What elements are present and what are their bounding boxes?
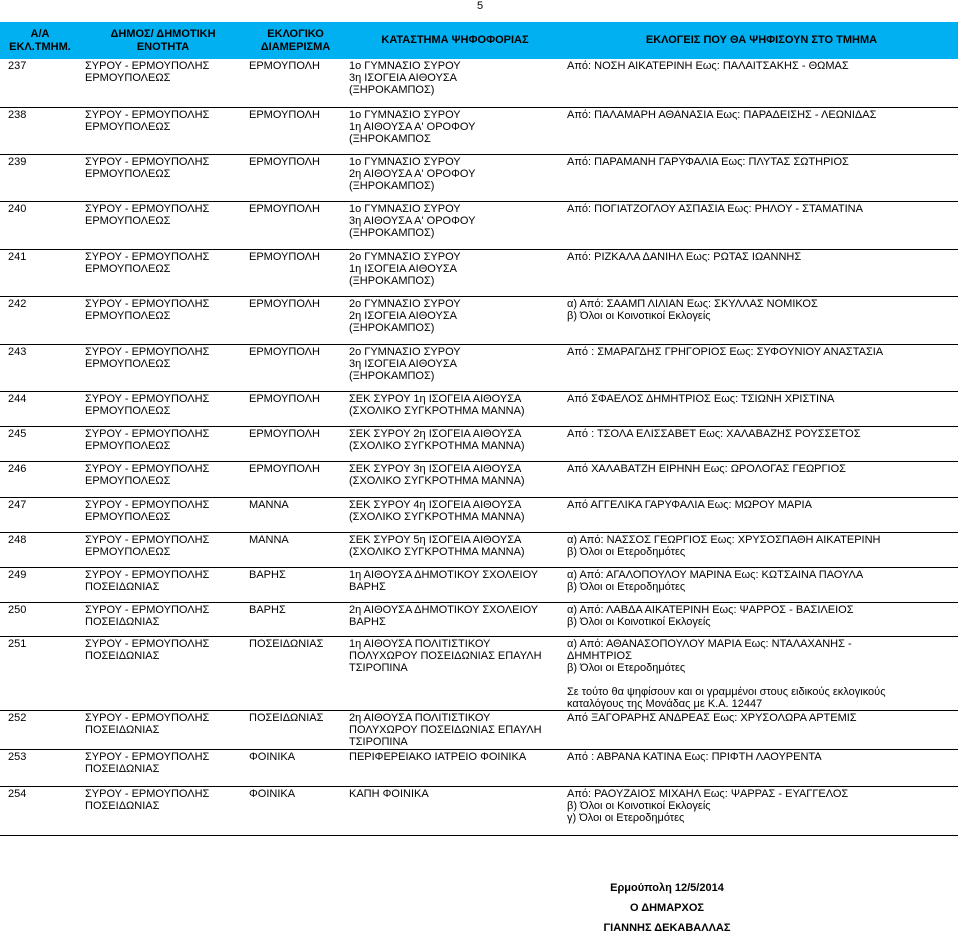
cell-katastima — [345, 391, 565, 426]
cell-eklogeis-line: β) Όλοι οι Ετεροδημότες — [567, 580, 686, 593]
cell-eklogeis-line: Από: ΠΟΓΙΑΤΖΟΓΛΟΥ ΑΣΠΑΣΙΑ Εως: ΡΗΛΟΥ - ΣΤΑΜΑΤΙΝΑ — [567, 202, 863, 215]
cell-dimos-line: ΠΟΣΕΙΔΩΝΙΑΣ — [85, 580, 160, 593]
cell-eklogeis-line: Από: ΡΙΖΚΑΛΑ ΔΑΝΙΗΛ Εως: ΡΩΤΑΣ ΙΩΑΝΝΗΣ — [567, 250, 802, 263]
cell-aa: 252 — [0, 710, 80, 749]
cell-ekl-diamerisma: ΕΡΜΟΥΠΟΛΗ — [246, 201, 345, 249]
cell-katastima-line: ΠΟΛΥΧΩΡΟΥ ΠΟΣΕΙΔΩΝΙΑΣ ΕΠΑΥΛΗ — [349, 723, 542, 736]
cell-katastima-line: 1ο ΓΥΜΝΑΣΙΟ ΣΥΡΟΥ — [349, 202, 461, 215]
cell-eklogeis-line: β) Όλοι οι Ετεροδημότες — [567, 545, 686, 558]
cell-katastima-line: 1η ΑΙΘΟΥΣΑ ΔΗΜΟΤΙΚΟΥ ΣΧΟΛΕΙΟΥ — [349, 568, 539, 581]
cell-aa: 238 — [0, 107, 80, 154]
cell-katastima-line: (ΣΧΟΛΙΚΟ ΣΥΓΚΡΟΤΗΜΑ ΜΑΝΝΑ) — [349, 404, 525, 417]
cell-aa: 250 — [0, 602, 80, 636]
cell-dimos — [80, 567, 246, 602]
cell-katastima-line: 3η ΙΣΟΓΕΙΑ ΑΙΘΟΥΣΑ — [349, 357, 457, 370]
cell-aa: 237 — [0, 59, 80, 107]
cell-dimos-line: ΣΥΡΟΥ - ΕΡΜΟΥΠΟΛΗΣ — [85, 637, 210, 650]
cell-dimos-line: ΕΡΜΟΥΠΟΛΕΩΣ — [85, 545, 171, 558]
cell-katastima-line: 3η ΑΙΘΟΥΣΑ Α' ΟΡΟΦΟΥ — [349, 214, 476, 227]
cell-eklogeis — [565, 532, 958, 567]
cell-dimos-line: ΕΡΜΟΥΠΟΛΕΩΣ — [85, 474, 171, 487]
cell-eklogeis-line: β) Όλοι οι Κοινοτικοί Εκλογείς — [567, 309, 711, 322]
table-row — [0, 107, 958, 154]
cell-eklogeis-line: α) Από: ΑΓΑΛΟΠΟΥΛΟΥ ΜΑΡΙΝΑ Εως: ΚΩΤΣΑΙΝΑ ΠΑΟΥΛΑ — [567, 568, 864, 581]
cell-ekl-diamerisma: ΕΡΜΟΥΠΟΛΗ — [246, 391, 345, 426]
cell-katastima-line: (ΞΗΡΟΚΑΜΠΟΣ — [349, 132, 431, 145]
cell-dimos — [80, 107, 246, 154]
cell-dimos — [80, 461, 246, 497]
table-row — [0, 461, 958, 497]
cell-katastima-line: (ΞΗΡΟΚΑΜΠΟΣ) — [349, 84, 435, 96]
cell-dimos — [80, 201, 246, 249]
cell-dimos-line: ΣΥΡΟΥ - ΕΡΜΟΥΠΟΛΗΣ — [85, 787, 210, 800]
cell-dimos-line: ΣΥΡΟΥ - ΕΡΜΟΥΠΟΛΗΣ — [85, 498, 210, 511]
cell-dimos — [80, 391, 246, 426]
cell-eklogeis — [565, 710, 958, 749]
cell-dimos-line: ΕΡΜΟΥΠΟΛΕΩΣ — [85, 214, 171, 227]
cell-ekl-diamerisma: ΠΟΣΕΙΔΩΝΙΑΣ — [246, 636, 345, 710]
cell-katastima-line: 2ο ΓΥΜΝΑΣΙΟ ΣΥΡΟΥ — [349, 345, 461, 358]
table-row — [0, 602, 958, 636]
table-header-row — [0, 22, 958, 59]
cell-ekl-diamerisma: ΕΡΜΟΥΠΟΛΗ — [246, 107, 345, 154]
cell-ekl-diamerisma: ΦΟΙΝΙΚΑ — [246, 786, 345, 835]
table-body — [0, 59, 958, 835]
cell-katastima-line: ΤΣΙΡΟΠΙΝΑ — [349, 661, 408, 674]
cell-dimos-line: ΕΡΜΟΥΠΟΛΕΩΣ — [85, 262, 171, 275]
cell-eklogeis — [565, 107, 958, 154]
cell-eklogeis-line — [567, 674, 958, 686]
cell-aa: 239 — [0, 154, 80, 201]
cell-aa: 241 — [0, 249, 80, 296]
table-row — [0, 567, 958, 602]
cell-eklogeis — [565, 296, 958, 344]
table-row — [0, 786, 958, 835]
cell-ekl-diamerisma: ΕΡΜΟΥΠΟΛΗ — [246, 154, 345, 201]
cell-dimos-line: ΣΥΡΟΥ - ΕΡΜΟΥΠΟΛΗΣ — [85, 427, 210, 440]
cell-katastima-line: ΣΕΚ ΣΥΡΟΥ 2η ΙΣΟΓΕΙΑ ΑΙΘΟΥΣΑ — [349, 427, 522, 440]
cell-katastima-line: ΚΑΠΗ ΦΟΙΝΙΚΑ — [349, 787, 429, 800]
cell-dimos-line: ΣΥΡΟΥ - ΕΡΜΟΥΠΟΛΗΣ — [85, 108, 210, 121]
cell-eklogeis-line: Από : ΑΒΡΑΝΑ ΚΑΤΙΝΑ Εως: ΠΡΙΦΤΗ ΛΑΟΥΡΕΝΤΑ — [567, 750, 822, 763]
cell-dimos — [80, 749, 246, 786]
cell-eklogeis-line: Από : ΣΜΑΡΑΓΔΗΣ ΓΡΗΓΟΡΙΟΣ Εως: ΣΥΦΟΥΝΙΟΥ ΑΝΑΣΤΑΣΙΑ — [567, 345, 884, 358]
cell-ekl-diamerisma: ΒΑΡΗΣ — [246, 602, 345, 636]
cell-dimos-line: ΣΥΡΟΥ - ΕΡΜΟΥΠΟΛΗΣ — [85, 603, 210, 616]
table-row — [0, 497, 958, 532]
cell-katastima — [345, 59, 565, 107]
cell-dimos-line: ΕΡΜΟΥΠΟΛΕΩΣ — [85, 309, 171, 322]
cell-katastima-line: ΤΣΙΡΟΠΙΝΑ — [349, 735, 408, 748]
cell-dimos-line: ΣΥΡΟΥ - ΕΡΜΟΥΠΟΛΗΣ — [85, 297, 210, 310]
cell-aa: 243 — [0, 344, 80, 391]
cell-eklogeis-line: Από : ΤΣΟΛΑ ΕΛΙΣΣΑΒΕΤ Εως: ΧΑΛΑΒΑΖΗΣ ΡΟΥΣΣΕΤΟΣ — [567, 427, 861, 440]
table-row — [0, 344, 958, 391]
cell-eklogeis-line: Από ΑΓΓΕΛΙΚΑ ΓΑΡΥΦΑΛΙΑ Εως: ΜΩΡΟΥ ΜΑΡΙΑ — [567, 498, 812, 511]
cell-dimos-line: ΣΥΡΟΥ - ΕΡΜΟΥΠΟΛΗΣ — [85, 711, 210, 724]
table-row — [0, 391, 958, 426]
cell-katastima-line: ΣΕΚ ΣΥΡΟΥ 3η ΙΣΟΓΕΙΑ ΑΙΘΟΥΣΑ — [349, 462, 522, 475]
cell-dimos — [80, 532, 246, 567]
cell-katastima-line: 2η ΑΙΘΟΥΣΑ Α' ΟΡΟΦΟΥ — [349, 167, 476, 180]
cell-katastima-line: ΣΕΚ ΣΥΡΟΥ 1η ΙΣΟΓΕΙΑ ΑΙΘΟΥΣΑ — [349, 392, 522, 405]
cell-eklogeis-line: α) Από: ΑΘΑΝΑΣΟΠΟΥΛΟΥ ΜΑΡΙΑ Εως: ΝΤΑΛΑΧΑΝΗΣ - — [567, 637, 852, 650]
cell-katastima-line: ΠΕΡΙΦΕΡΕΙΑΚΟ ΙΑΤΡΕΙΟ ΦΟΙΝΙΚΑ — [349, 750, 527, 763]
page-number: 5 — [477, 0, 484, 12]
cell-eklogeis — [565, 249, 958, 296]
cell-dimos-line: ΣΥΡΟΥ - ΕΡΜΟΥΠΟΛΗΣ — [85, 533, 210, 546]
cell-katastima-line: 1η ΙΣΟΓΕΙΑ ΑΙΘΟΥΣΑ — [349, 262, 457, 275]
cell-katastima — [345, 344, 565, 391]
table-row — [0, 636, 958, 710]
cell-katastima-line: (ΞΗΡΟΚΑΜΠΟΣ) — [349, 369, 435, 382]
table-row — [0, 710, 958, 749]
cell-ekl-diamerisma: ΜΑΝΝΑ — [246, 497, 345, 532]
table-row — [0, 201, 958, 249]
cell-dimos-line: ΠΟΣΕΙΔΩΝΙΑΣ — [85, 723, 160, 736]
cell-aa: 245 — [0, 426, 80, 461]
cell-katastima-line: (ΞΗΡΟΚΑΜΠΟΣ) — [349, 226, 435, 239]
header-ekl-diamerisma: ΕΚΛΟΓΙΚΟ ΔΙΑΜΕΡΙΣΜΑ — [246, 22, 345, 59]
cell-eklogeis — [565, 786, 958, 835]
cell-aa: 246 — [0, 461, 80, 497]
cell-aa: 242 — [0, 296, 80, 344]
cell-dimos-line: ΕΡΜΟΥΠΟΛΕΩΣ — [85, 404, 171, 417]
cell-dimos-line: ΠΟΣΕΙΔΩΝΙΑΣ — [85, 762, 160, 775]
cell-dimos — [80, 249, 246, 296]
signature-role: Ο ΔΗΜΑΡΧΟΣ — [630, 902, 704, 914]
table-row — [0, 426, 958, 461]
cell-eklogeis-line: Από ΞΑΓΟΡΑΡΗΣ ΑΝΔΡΕΑΣ Εως: ΧΡΥΣΟΛΩΡΑ ΑΡΤΕΜΙΣ — [567, 711, 857, 724]
cell-katastima — [345, 497, 565, 532]
cell-katastima-line: 2η ΑΙΘΟΥΣΑ ΔΗΜΟΤΙΚΟΥ ΣΧΟΛΕΙΟΥ — [349, 603, 539, 616]
cell-aa: 247 — [0, 497, 80, 532]
cell-dimos-line: ΣΥΡΟΥ - ΕΡΜΟΥΠΟΛΗΣ — [85, 392, 210, 405]
cell-eklogeis — [565, 567, 958, 602]
cell-ekl-diamerisma: ΕΡΜΟΥΠΟΛΗ — [246, 296, 345, 344]
header-eklogeis: ΕΚΛΟΓΕΙΣ ΠΟΥ ΘΑ ΨΗΦΙΣΟΥΝ ΣΤΟ ΤΜΗΜΑ — [565, 22, 958, 59]
table-row — [0, 154, 958, 201]
cell-katastima-line: (ΞΗΡΟΚΑΜΠΟΣ) — [349, 179, 435, 192]
cell-katastima-line: 1ο ΓΥΜΝΑΣΙΟ ΣΥΡΟΥ — [349, 108, 461, 121]
table-row — [0, 532, 958, 567]
cell-ekl-diamerisma: ΕΡΜΟΥΠΟΛΗ — [246, 426, 345, 461]
cell-eklogeis-line: Από ΧΑΛΑΒΑΤΖΗ ΕΙΡΗΝΗ Εως: ΩΡΟΛΟΓΑΣ ΓΕΩΡΓΙΟΣ — [567, 462, 846, 475]
cell-katastima — [345, 567, 565, 602]
cell-katastima — [345, 461, 565, 497]
cell-aa: 240 — [0, 201, 80, 249]
cell-katastima-line: ΒΑΡΗΣ — [349, 615, 386, 628]
cell-katastima-line: 2ο ΓΥΜΝΑΣΙΟ ΣΥΡΟΥ — [349, 297, 461, 310]
cell-dimos — [80, 636, 246, 710]
cell-katastima-line: 1ο ΓΥΜΝΑΣΙΟ ΣΥΡΟΥ — [349, 155, 461, 168]
cell-katastima-line: (ΞΗΡΟΚΑΜΠΟΣ) — [349, 274, 435, 287]
cell-eklogeis-line: α) Από: ΛΑΒΔΑ ΑΙΚΑΤΕΡΙΝΗ Εως: ΨΑΡΡΟΣ - ΒΑΣΙΛΕΙΟΣ — [567, 603, 854, 616]
cell-dimos-line: ΕΡΜΟΥΠΟΛΕΩΣ — [85, 72, 171, 84]
cell-dimos-line: ΣΥΡΟΥ - ΕΡΜΟΥΠΟΛΗΣ — [85, 462, 210, 475]
table-row — [0, 249, 958, 296]
cell-dimos — [80, 154, 246, 201]
cell-dimos-line: ΣΥΡΟΥ - ΕΡΜΟΥΠΟΛΗΣ — [85, 155, 210, 168]
cell-dimos-line: ΣΥΡΟΥ - ΕΡΜΟΥΠΟΛΗΣ — [85, 568, 210, 581]
cell-katastima-line: 2ο ΓΥΜΝΑΣΙΟ ΣΥΡΟΥ — [349, 250, 461, 263]
cell-dimos — [80, 59, 246, 107]
cell-katastima-line: (ΣΧΟΛΙΚΟ ΣΥΓΚΡΟΤΗΜΑ ΜΑΝΝΑ) — [349, 439, 525, 452]
cell-eklogeis-line: Από: ΠΑΛΑΜΑΡΗ ΑΘΑΝΑΣΙΑ Εως: ΠΑΡΑΔΕΙΣΗΣ - ΛΕΩΝΙΔΑΣ — [567, 108, 877, 121]
cell-katastima — [345, 749, 565, 786]
cell-eklogeis-line: καταλόγους της Μονάδας με Κ.Α. 12447 — [567, 697, 763, 710]
cell-katastima-line: ΠΟΛΥΧΩΡΟΥ ΠΟΣΕΙΔΩΝΙΑΣ ΕΠΑΥΛΗ — [349, 649, 542, 662]
cell-aa: 254 — [0, 786, 80, 835]
cell-katastima — [345, 201, 565, 249]
table-row — [0, 749, 958, 786]
cell-aa: 244 — [0, 391, 80, 426]
cell-katastima — [345, 532, 565, 567]
signature-name: ΓΙΑΝΝΗΣ ΔΕΚΑΒΑΛΛΑΣ — [603, 922, 731, 934]
cell-dimos — [80, 296, 246, 344]
cell-dimos-line: ΠΟΣΕΙΔΩΝΙΑΣ — [85, 799, 160, 812]
cell-dimos-line: ΠΟΣΕΙΔΩΝΙΑΣ — [85, 615, 160, 628]
cell-aa: 249 — [0, 567, 80, 602]
table-row — [0, 59, 958, 107]
header-dimos: ΔΗΜΟΣ/ ΔΗΜΟΤΙΚΗ ΕΝΟΤΗΤΑ — [80, 22, 246, 59]
cell-katastima-line: 1ο ΓΥΜΝΑΣΙΟ ΣΥΡΟΥ — [349, 60, 461, 72]
cell-eklogeis-line: α) Από: ΣΑΑΜΠ ΛΙΛΙΑΝ Εως: ΣΚΥΛΛΑΣ ΝΟΜΙΚΟΣ — [567, 297, 818, 310]
cell-katastima — [345, 602, 565, 636]
header-aa: Α/Α ΕΚΛ.ΤΜΗΜ. — [0, 22, 80, 59]
cell-eklogeis — [565, 497, 958, 532]
cell-eklogeis-line: Από: ΡΑΟΥΖΑΙΟΣ ΜΙΧΑΗΛ Εως: ΨΑΡΡΑΣ - ΕΥΑΓΓΕΛΟΣ — [567, 787, 849, 800]
cell-dimos-line: ΣΥΡΟΥ - ΕΡΜΟΥΠΟΛΗΣ — [85, 345, 210, 358]
cell-ekl-diamerisma: ΒΑΡΗΣ — [246, 567, 345, 602]
cell-aa: 251 — [0, 636, 80, 710]
cell-eklogeis-line: γ) Όλοι οι Ετεροδημότες — [567, 811, 685, 824]
cell-katastima-line: 3η ΙΣΟΓΕΙΑ ΑΙΘΟΥΣΑ — [349, 72, 457, 84]
cell-eklogeis — [565, 426, 958, 461]
cell-eklogeis-line: β) Όλοι οι Κοινοτικοί Εκλογείς — [567, 799, 711, 812]
header-katastima: ΚΑΤΑΣΤΗΜΑ ΨΗΦΟΦΟΡΙΑΣ — [345, 22, 565, 59]
cell-aa: 248 — [0, 532, 80, 567]
cell-dimos-line: ΕΡΜΟΥΠΟΛΕΩΣ — [85, 357, 171, 370]
signature-place-date: Ερμούπολη 12/5/2014 — [610, 882, 724, 894]
cell-katastima-line: 1η ΑΙΘΟΥΣΑ ΠΟΛΙΤΙΣΤΙΚΟΥ — [349, 637, 491, 650]
cell-ekl-diamerisma: ΕΡΜΟΥΠΟΛΗ — [246, 249, 345, 296]
cell-eklogeis-line: ΔΗΜΗΤΡΙΟΣ — [567, 649, 632, 662]
cell-eklogeis-line: Από: ΝΟΣΗ ΑΙΚΑΤΕΡΙΝΗ Εως: ΠΑΛΑΙΤΣΑΚΗΣ - ΘΩΜΑΣ — [567, 60, 849, 72]
cell-dimos — [80, 344, 246, 391]
cell-dimos-line: ΕΡΜΟΥΠΟΛΕΩΣ — [85, 510, 171, 523]
cell-dimos-line: ΣΥΡΟΥ - ΕΡΜΟΥΠΟΛΗΣ — [85, 750, 210, 763]
cell-katastima-line: (ΣΧΟΛΙΚΟ ΣΥΓΚΡΟΤΗΜΑ ΜΑΝΝΑ) — [349, 545, 525, 558]
cell-dimos-line: ΣΥΡΟΥ - ΕΡΜΟΥΠΟΛΗΣ — [85, 250, 210, 263]
cell-katastima — [345, 154, 565, 201]
cell-ekl-diamerisma: ΠΟΣΕΙΔΩΝΙΑΣ — [246, 710, 345, 749]
cell-katastima — [345, 636, 565, 710]
cell-eklogeis-line: α) Από: ΝΑΣΣΟΣ ΓΕΩΡΓΙΟΣ Εως: ΧΡΥΣΟΣΠΑΘΗ ΑΙΚΑΤΕΡΙΝΗ — [567, 533, 881, 546]
cell-dimos — [80, 426, 246, 461]
polling-stations-table — [0, 22, 958, 836]
cell-ekl-diamerisma: ΕΡΜΟΥΠΟΛΗ — [246, 344, 345, 391]
cell-eklogeis-line: Από: ΠΑΡΑΜΑΝΗ ΓΑΡΥΦΑΛΙΑ Εως: ΠΛΥΤΑΣ ΣΩΤΗΡΙΟΣ — [567, 155, 849, 168]
cell-aa: 253 — [0, 749, 80, 786]
cell-katastima-line: ΣΕΚ ΣΥΡΟΥ 5η ΙΣΟΓΕΙΑ ΑΙΘΟΥΣΑ — [349, 533, 522, 546]
cell-katastima-line: 1η ΑΙΘΟΥΣΑ Α' ΟΡΟΦΟΥ — [349, 120, 476, 133]
cell-dimos-line: ΕΡΜΟΥΠΟΛΕΩΣ — [85, 120, 171, 133]
cell-katastima — [345, 249, 565, 296]
cell-eklogeis-line: β) Όλοι οι Ετεροδημότες — [567, 661, 686, 674]
cell-dimos — [80, 786, 246, 835]
cell-katastima — [345, 710, 565, 749]
cell-dimos — [80, 602, 246, 636]
cell-eklogeis-line: Σε τούτο θα ψηφίσουν και οι γραμμένοι στους ειδικούς εκλογικούς — [567, 685, 886, 698]
cell-katastima-line: (ΞΗΡΟΚΑΜΠΟΣ) — [349, 321, 435, 334]
cell-eklogeis — [565, 602, 958, 636]
cell-katastima — [345, 786, 565, 835]
cell-katastima — [345, 426, 565, 461]
cell-ekl-diamerisma: ΦΟΙΝΙΚΑ — [246, 749, 345, 786]
cell-eklogeis-line: β) Όλοι οι Κοινοτικοί Εκλογείς — [567, 615, 711, 628]
table-row — [0, 296, 958, 344]
cell-katastima — [345, 296, 565, 344]
cell-katastima-line: (ΣΧΟΛΙΚΟ ΣΥΓΚΡΟΤΗΜΑ ΜΑΝΝΑ) — [349, 510, 525, 523]
cell-eklogeis — [565, 636, 958, 710]
cell-katastima-line: 2η ΑΙΘΟΥΣΑ ΠΟΛΙΤΙΣΤΙΚΟΥ — [349, 711, 491, 724]
cell-eklogeis — [565, 344, 958, 391]
cell-eklogeis — [565, 154, 958, 201]
cell-katastima — [345, 107, 565, 154]
cell-dimos — [80, 497, 246, 532]
cell-dimos-line: ΠΟΣΕΙΔΩΝΙΑΣ — [85, 649, 160, 662]
cell-katastima-line: (ΣΧΟΛΙΚΟ ΣΥΓΚΡΟΤΗΜΑ ΜΑΝΝΑ) — [349, 474, 525, 487]
cell-eklogeis — [565, 201, 958, 249]
cell-eklogeis-line: Από ΣΦΑΕΛΟΣ ΔΗΜΗΤΡΙΟΣ Εως: ΤΣΙΩΝΗ ΧΡΙΣΤΙΝΑ — [567, 392, 835, 405]
cell-dimos-line: ΣΥΡΟΥ - ΕΡΜΟΥΠΟΛΗΣ — [85, 202, 210, 215]
signature-block — [560, 878, 774, 938]
cell-katastima-line: ΒΑΡΗΣ — [349, 580, 386, 593]
cell-eklogeis — [565, 391, 958, 426]
cell-dimos-line: ΣΥΡΟΥ - ΕΡΜΟΥΠΟΛΗΣ — [85, 60, 210, 72]
cell-eklogeis — [565, 461, 958, 497]
cell-ekl-diamerisma: ΕΡΜΟΥΠΟΛΗ — [246, 59, 345, 107]
cell-dimos-line: ΕΡΜΟΥΠΟΛΕΩΣ — [85, 167, 171, 180]
cell-katastima-line: ΣΕΚ ΣΥΡΟΥ 4η ΙΣΟΓΕΙΑ ΑΙΘΟΥΣΑ — [349, 498, 522, 511]
cell-eklogeis — [565, 59, 958, 107]
cell-katastima-line: 2η ΙΣΟΓΕΙΑ ΑΙΘΟΥΣΑ — [349, 309, 457, 322]
cell-dimos — [80, 710, 246, 749]
cell-dimos-line: ΕΡΜΟΥΠΟΛΕΩΣ — [85, 439, 171, 452]
cell-ekl-diamerisma: ΕΡΜΟΥΠΟΛΗ — [246, 461, 345, 497]
cell-ekl-diamerisma: ΜΑΝΝΑ — [246, 532, 345, 567]
cell-eklogeis — [565, 749, 958, 786]
